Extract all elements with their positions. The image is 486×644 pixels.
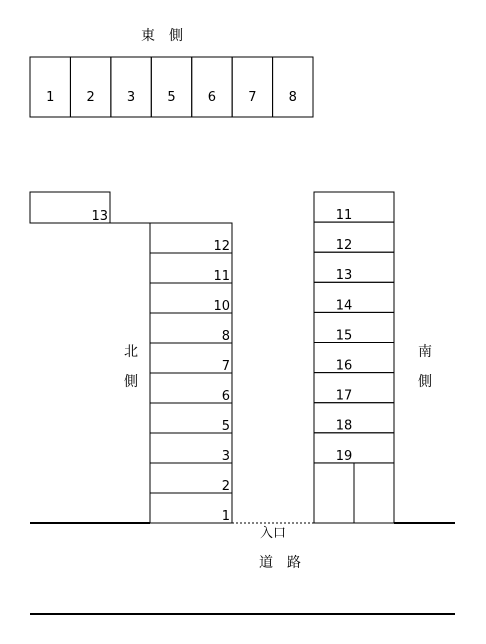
space-number: 7 (248, 90, 257, 105)
space-number: 3 (221, 449, 230, 464)
space-number: 5 (221, 419, 230, 434)
parking-space (150, 313, 232, 344)
parking-space (30, 57, 70, 117)
parking-space (273, 57, 313, 117)
parking-space (314, 282, 394, 313)
south-bottom-block (314, 463, 394, 523)
parking-space-outline (314, 282, 394, 312)
space-number: 2 (86, 90, 95, 105)
space-number: 3 (126, 90, 136, 105)
parking-space-outline (70, 57, 110, 117)
parking-space-outline (151, 57, 191, 117)
parking-space (314, 403, 394, 434)
parking-space-outline (314, 433, 394, 463)
parking-space (314, 433, 394, 464)
parking-space-outline (314, 373, 394, 403)
north-top-space (30, 192, 110, 224)
parking-space (150, 403, 232, 434)
parking-space (314, 343, 394, 374)
parking-space (150, 463, 232, 494)
parking-space (232, 57, 272, 117)
space-number: 12 (335, 238, 353, 254)
parking-space-outline (30, 57, 70, 117)
space-number: 5 (167, 90, 176, 105)
parking-space-outline (150, 493, 232, 523)
parking-space-outline (192, 57, 232, 117)
space-number: 11 (335, 208, 353, 223)
parking-space (314, 312, 394, 343)
parking-space-outline (273, 57, 313, 117)
parking-space (150, 493, 232, 524)
space-number: 7 (221, 359, 230, 374)
parking-space (151, 57, 191, 117)
parking-space (150, 223, 232, 254)
space-number: 13 (335, 268, 353, 284)
parking-space-outline (314, 403, 394, 433)
space-number: 12 (213, 239, 230, 254)
space-number: 1 (221, 509, 230, 524)
parking-space (150, 373, 232, 404)
parking-space-outline (150, 373, 232, 403)
parking-space-outline (314, 343, 394, 373)
parking-space-outline (111, 57, 151, 117)
north-column (150, 223, 232, 524)
space-number: 10 (213, 299, 230, 314)
north-side-label-1: 北 (124, 344, 138, 360)
parking-space-outline (232, 57, 272, 117)
space-number: 8 (288, 90, 297, 105)
space-number: 14 (335, 298, 353, 314)
parking-space (314, 222, 394, 253)
parking-space (314, 192, 394, 223)
east-side-label: 東 側 (141, 28, 183, 44)
space-number: 2 (221, 479, 230, 494)
space-number: 18 (335, 418, 353, 434)
entrance-label: 入口 (259, 526, 287, 541)
space-number: 1 (46, 90, 55, 105)
parking-space-outline (150, 313, 232, 343)
parking-space (150, 343, 232, 374)
south-side-label-1: 南 (418, 344, 432, 360)
north-side-label-2: 側 (124, 374, 138, 390)
space-number: 6 (207, 90, 217, 105)
parking-space-outline (314, 312, 394, 342)
parking-space (111, 57, 151, 117)
parking-space-outline (314, 252, 394, 282)
road-label: 道 路 (259, 555, 301, 571)
parking-space-outline (314, 222, 394, 252)
south-side-label-2: 側 (418, 374, 432, 390)
space-number: 16 (335, 358, 353, 374)
east-row (30, 57, 313, 117)
space-number: 19 (335, 448, 353, 464)
parking-space-outline (150, 463, 232, 493)
parking-space (70, 57, 110, 117)
space-number: 15 (335, 328, 353, 344)
space-number: 6 (221, 389, 230, 404)
parking-space (150, 433, 232, 464)
space-number: 17 (335, 388, 353, 404)
space-number: 11 (213, 269, 230, 284)
space-number: 13 (91, 209, 108, 224)
south-column (314, 192, 394, 464)
parking-space (192, 57, 232, 117)
parking-space (314, 252, 394, 283)
parking-space (314, 373, 394, 404)
parking-space-outline (150, 403, 232, 433)
space-number: 8 (221, 329, 230, 344)
parking-space-outline (150, 433, 232, 463)
parking-space (150, 283, 232, 314)
parking-space-outline (150, 343, 232, 373)
parking-space-outline (314, 192, 394, 222)
parking-space (150, 253, 232, 284)
